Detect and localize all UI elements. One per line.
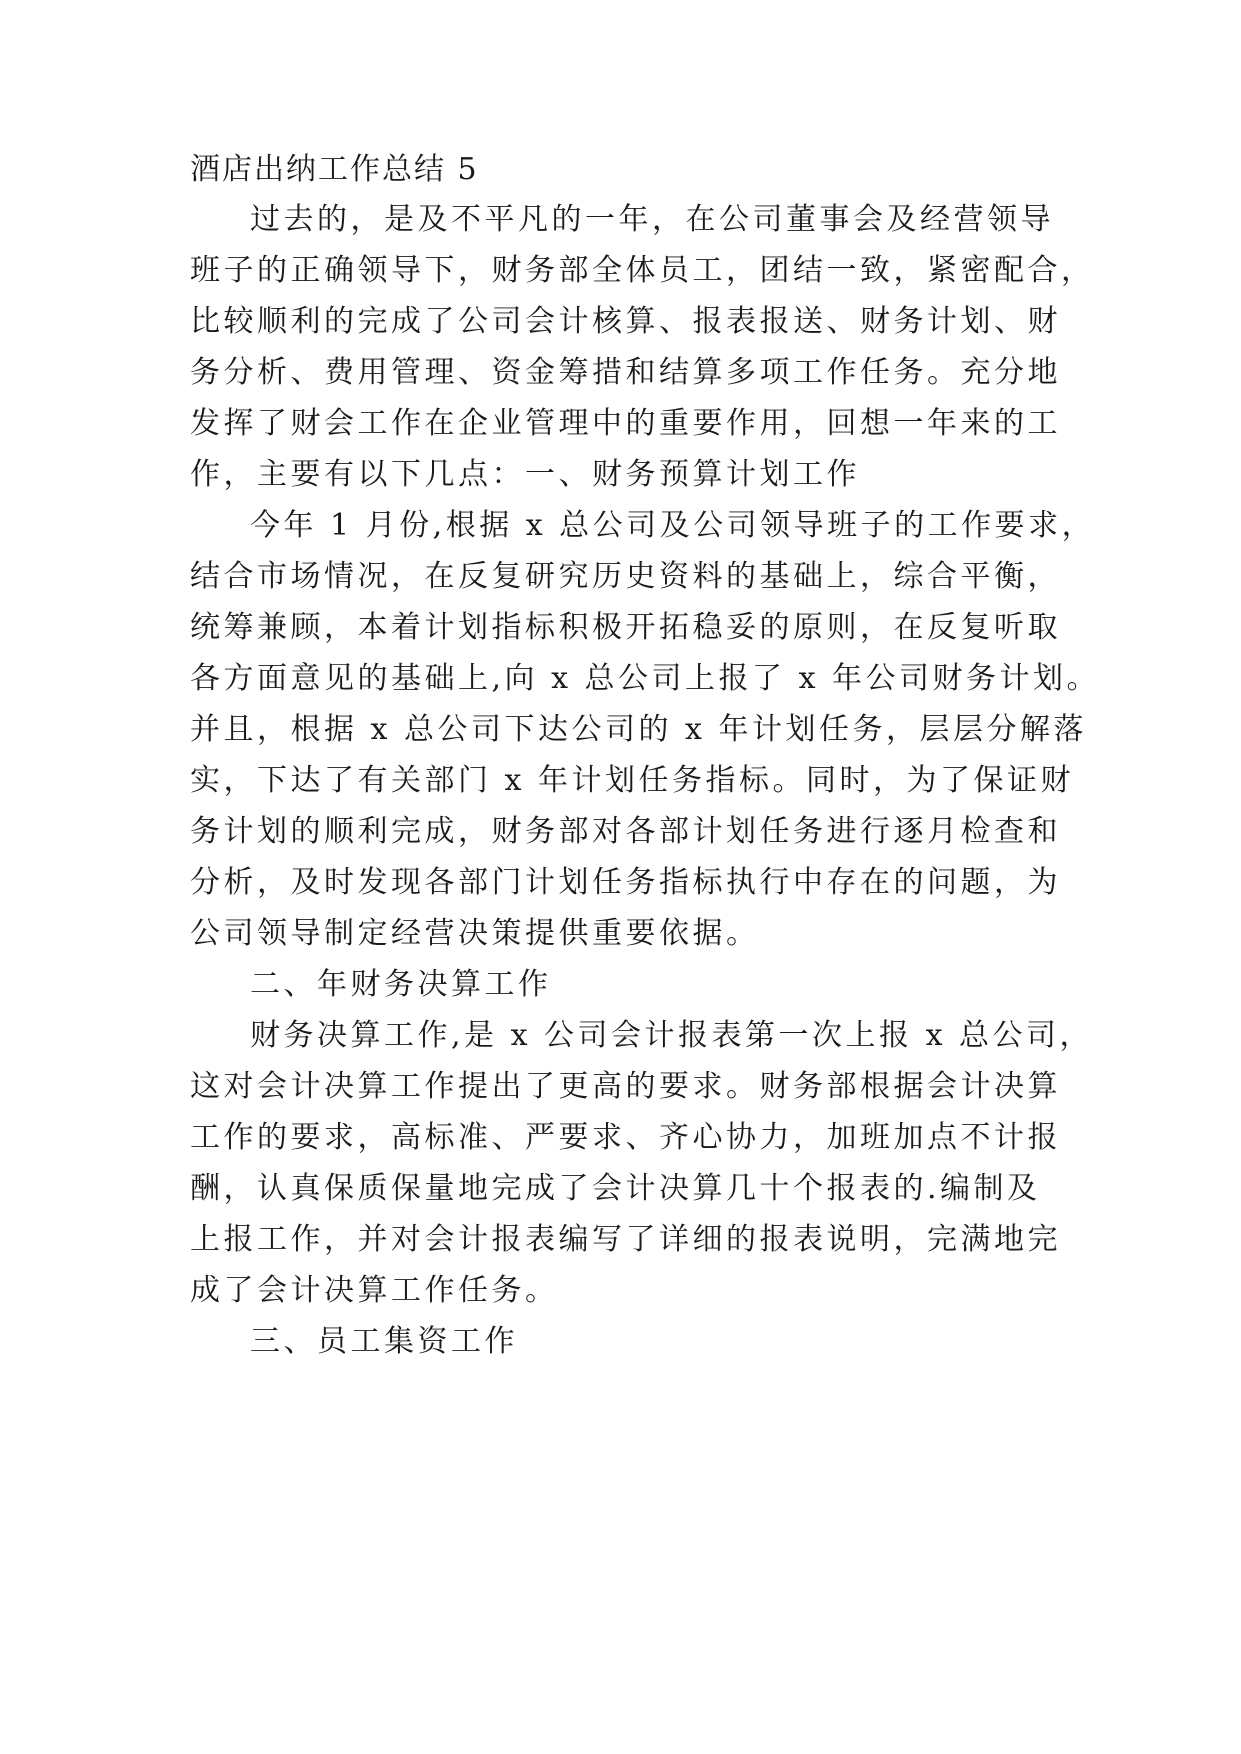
paragraph-line: 分析，及时发现各部门计划任务指标执行中存在的问题，为 <box>190 865 1061 900</box>
paragraph-line: 班子的正确领导下，财务部全体员工，团结一致，紧密配合， <box>190 253 1095 288</box>
paragraph-line: 今年 1 月份,根据 x 总公司及公司领导班子的工作要求， <box>250 508 1096 543</box>
document-title: 酒店出纳工作总结 5 <box>190 152 479 187</box>
paragraph-line: 这对会计决算工作提出了更高的要求。财务部根据会计决算 <box>190 1069 1061 1104</box>
paragraph-line: 比较顺利的完成了公司会计核算、报表报送、财务计划、财 <box>190 304 1061 339</box>
paragraph-line: 并且，根据 x 总公司下达公司的 x 年计划任务，层层分解落 <box>190 712 1087 747</box>
paragraph-line: 务计划的顺利完成，财务部对各部计划任务进行逐月检查和 <box>190 814 1061 849</box>
paragraph-line: 统筹兼顾，本着计划指标积极开拓稳妥的原则，在反复听取 <box>190 610 1061 645</box>
paragraph-line: 各方面意见的基础上,向 x 总公司上报了 x 年公司财务计划。 <box>190 661 1101 696</box>
paragraph-line: 作，主要有以下几点：一、财务预算计划工作 <box>190 457 860 492</box>
paragraph-line: 酬，认真保质保量地完成了会计决算几十个报表的.编制及 <box>190 1171 1041 1206</box>
paragraph-line: 实，下达了有关部门 x 年计划任务指标。同时，为了保证财 <box>190 763 1074 798</box>
paragraph-line: 财务决算工作,是 x 公司会计报表第一次上报 x 总公司， <box>250 1018 1094 1053</box>
paragraph-line: 成了会计决算工作任务。 <box>190 1273 559 1308</box>
paragraph-line: 公司领导制定经营决策提供重要依据。 <box>190 916 760 951</box>
paragraph-line: 结合市场情况，在反复研究历史资料的基础上，综合平衡， <box>190 559 1061 594</box>
paragraph-line: 务分析、费用管理、资金筹措和结算多项工作任务。充分地 <box>190 355 1061 390</box>
section-heading: 三、员工集资工作 <box>250 1324 518 1359</box>
paragraph-line: 上报工作，并对会计报表编写了详细的报表说明，完满地完 <box>190 1222 1061 1257</box>
paragraph-line: 工作的要求，高标准、严要求、齐心协力，加班加点不计报 <box>190 1120 1061 1155</box>
paragraph-line: 过去的，是及不平凡的一年，在公司董事会及经营领导 <box>250 202 1054 237</box>
section-heading: 二、年财务决算工作 <box>250 967 552 1002</box>
paragraph-line: 发挥了财会工作在企业管理中的重要作用，回想一年来的工 <box>190 406 1061 441</box>
